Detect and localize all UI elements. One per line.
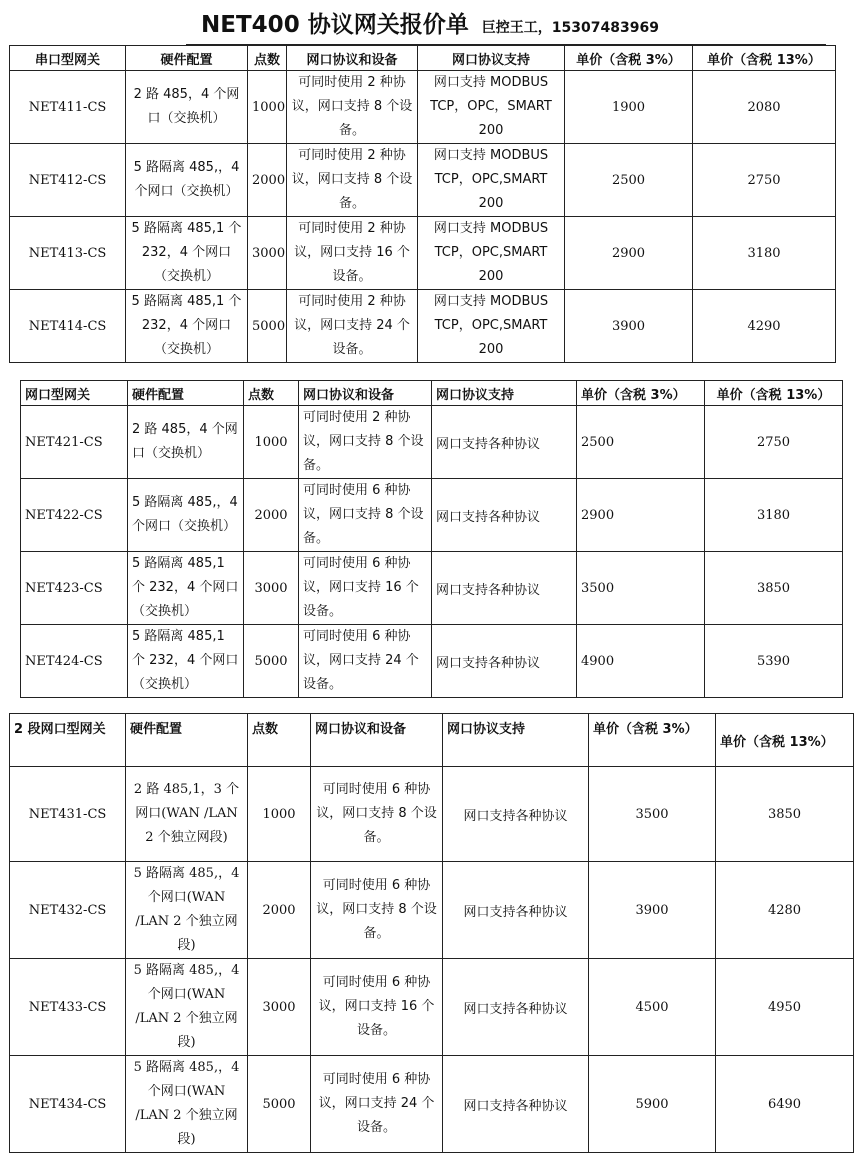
points-cell: 1000: [248, 767, 311, 862]
model-cell: NET434-CS: [10, 1056, 126, 1153]
protocol-devices-cell: 可同时使用 2 种协议，网口支持 8 个设备。: [287, 71, 418, 144]
column-header: 点数: [248, 46, 287, 71]
dual-segment-gateway-price-table: [9, 713, 854, 1153]
protocol-support-cell: 网口支持各种协议: [432, 625, 577, 698]
column-header: 单价（含税 13%）: [705, 381, 843, 406]
table-row: [10, 862, 854, 959]
model-cell: NET424-CS: [21, 625, 128, 698]
points-cell: 2000: [244, 479, 299, 552]
page-header: [0, 6, 860, 46]
column-header: 网口协议和设备: [287, 46, 418, 71]
protocol-support-cell: 网口支持各种协议: [432, 479, 577, 552]
protocol-support-cell: 网口支持 MODBUS TCP，OPC,SMART 200: [418, 290, 565, 363]
protocol-devices-cell: 可同时使用 6 种协议，网口支持 24 个设备。: [311, 1056, 443, 1153]
points-cell: 3000: [244, 552, 299, 625]
table-row: [10, 144, 836, 217]
model-cell: NET413-CS: [10, 217, 126, 290]
points-cell: 5000: [244, 625, 299, 698]
column-header: 串口型网关: [10, 46, 126, 71]
model-cell: NET432-CS: [10, 862, 126, 959]
protocol-support-cell: 网口支持各种协议: [443, 959, 589, 1056]
column-header: 点数: [248, 714, 311, 767]
ethernet-gateway-price-table: [20, 380, 843, 698]
column-header: 网口型网关: [21, 381, 128, 406]
protocol-devices-cell: 可同时使用 2 种协议，网口支持 16 个设备。: [287, 217, 418, 290]
column-header: 单价（含税 3%）: [565, 46, 693, 71]
price-3-cell: 3500: [577, 552, 705, 625]
protocol-support-cell: 网口支持 MODBUS TCP，OPC,SMART 200: [418, 217, 565, 290]
hardware-cell: 5 路隔离 485,，4 个网口(WAN /LAN 2 个独立网段): [126, 959, 248, 1056]
column-header: 网口协议支持: [432, 381, 577, 406]
serial-gateway-price-table: [9, 45, 836, 363]
column-header: 网口协议支持: [418, 46, 565, 71]
price-3-cell: 5900: [589, 1056, 716, 1153]
price-13-cell: 3180: [705, 479, 843, 552]
price-13-cell: 5390: [705, 625, 843, 698]
model-cell: NET421-CS: [21, 406, 128, 479]
table-row: [21, 479, 843, 552]
points-cell: 5000: [248, 1056, 311, 1153]
protocol-devices-cell: 可同时使用 6 种协议，网口支持 8 个设备。: [299, 479, 432, 552]
hardware-cell: 5 路隔离 485,，4 个网口（交换机）: [128, 479, 244, 552]
hardware-cell: 5 路隔离 485,，4 个网口(WAN /LAN 2 个独立网段): [126, 1056, 248, 1153]
points-cell: 1000: [248, 71, 287, 144]
points-cell: 3000: [248, 217, 287, 290]
protocol-support-cell: 网口支持 MODBUS TCP，OPC,SMART 200: [418, 144, 565, 217]
protocol-devices-cell: 可同时使用 6 种协议，网口支持 24 个设备。: [299, 625, 432, 698]
price-13-cell: 4280: [716, 862, 854, 959]
column-header: 2 段网口型网关: [10, 714, 126, 767]
column-header: 网口协议和设备: [299, 381, 432, 406]
column-header: 单价（含税 3%）: [577, 381, 705, 406]
price-3-cell: 3900: [565, 290, 693, 363]
table-row: [10, 767, 854, 862]
table-header-row: [10, 46, 836, 71]
column-header: 网口协议和设备: [311, 714, 443, 767]
column-header: 单价（含税 13%）: [716, 714, 854, 767]
hardware-cell: 2 路 485，4 个网口（交换机）: [128, 406, 244, 479]
points-cell: 2000: [248, 144, 287, 217]
price-3-cell: 2900: [577, 479, 705, 552]
protocol-devices-cell: 可同时使用 6 种协议，网口支持 16 个设备。: [311, 959, 443, 1056]
page-title: NET400 协议网关报价单: [201, 12, 469, 38]
protocol-support-cell: 网口支持各种协议: [443, 862, 589, 959]
table-row: [10, 71, 836, 144]
points-cell: 1000: [244, 406, 299, 479]
price-3-cell: 3500: [589, 767, 716, 862]
price-13-cell: 4950: [716, 959, 854, 1056]
price-3-cell: 3900: [589, 862, 716, 959]
table-row: [21, 625, 843, 698]
column-header: 单价（含税 13%）: [693, 46, 836, 71]
table-row: [21, 552, 843, 625]
protocol-support-cell: 网口支持各种协议: [432, 552, 577, 625]
hardware-cell: 5 路隔离 485,，4 个网口(WAN /LAN 2 个独立网段): [126, 862, 248, 959]
protocol-support-cell: 网口支持各种协议: [443, 1056, 589, 1153]
model-cell: NET414-CS: [10, 290, 126, 363]
column-header: 硬件配置: [126, 46, 248, 71]
hardware-cell: 5 路隔离 485,，4 个网口（交换机）: [126, 144, 248, 217]
price-13-cell: 3850: [716, 767, 854, 862]
protocol-support-cell: 网口支持各种协议: [443, 767, 589, 862]
protocol-devices-cell: 可同时使用 6 种协议，网口支持 8 个设备。: [311, 767, 443, 862]
model-cell: NET423-CS: [21, 552, 128, 625]
model-cell: NET411-CS: [10, 71, 126, 144]
table-header-row: [21, 381, 843, 406]
column-header: 单价（含税 3%）: [589, 714, 716, 767]
price-3-cell: 4900: [577, 625, 705, 698]
price-13-cell: 4290: [693, 290, 836, 363]
price-3-cell: 1900: [565, 71, 693, 144]
price-13-cell: 6490: [716, 1056, 854, 1153]
hardware-cell: 5 路隔离 485,1 个 232，4 个网口（交换机）: [126, 290, 248, 363]
contact-info: 巨控王工，15307483969: [481, 20, 659, 36]
protocol-support-cell: 网口支持 MODBUS TCP，OPC，SMART 200: [418, 71, 565, 144]
table-row: [10, 217, 836, 290]
column-header: 硬件配置: [128, 381, 244, 406]
table-row: [21, 406, 843, 479]
points-cell: 2000: [248, 862, 311, 959]
column-header: 网口协议支持: [443, 714, 589, 767]
table-row: [10, 290, 836, 363]
hardware-cell: 2 路 485，4 个网口（交换机）: [126, 71, 248, 144]
model-cell: NET431-CS: [10, 767, 126, 862]
price-13-cell: 2750: [705, 406, 843, 479]
price-13-cell: 3180: [693, 217, 836, 290]
price-13-cell: 3850: [705, 552, 843, 625]
hardware-cell: 5 路隔离 485,1 个 232，4 个网口（交换机）: [128, 552, 244, 625]
protocol-devices-cell: 可同时使用 2 种协议，网口支持 8 个设备。: [299, 406, 432, 479]
price-3-cell: 4500: [589, 959, 716, 1056]
model-cell: NET412-CS: [10, 144, 126, 217]
protocol-devices-cell: 可同时使用 6 种协议，网口支持 8 个设备。: [311, 862, 443, 959]
model-cell: NET433-CS: [10, 959, 126, 1056]
protocol-devices-cell: 可同时使用 6 种协议，网口支持 16 个设备。: [299, 552, 432, 625]
protocol-support-cell: 网口支持各种协议: [432, 406, 577, 479]
hardware-cell: 5 路隔离 485,1 个 232，4 个网口（交换机）: [126, 217, 248, 290]
model-cell: NET422-CS: [21, 479, 128, 552]
protocol-devices-cell: 可同时使用 2 种协议，网口支持 24 个设备。: [287, 290, 418, 363]
hardware-cell: 5 路隔离 485,1 个 232，4 个网口（交换机）: [128, 625, 244, 698]
protocol-devices-cell: 可同时使用 2 种协议，网口支持 8 个设备。: [287, 144, 418, 217]
price-3-cell: 2500: [577, 406, 705, 479]
price-13-cell: 2080: [693, 71, 836, 144]
table-row: [10, 1056, 854, 1153]
points-cell: 5000: [248, 290, 287, 363]
hardware-cell: 2 路 485,1，3 个网口(WAN /LAN 2 个独立网段): [126, 767, 248, 862]
price-13-cell: 2750: [693, 144, 836, 217]
points-cell: 3000: [248, 959, 311, 1056]
column-header: 硬件配置: [126, 714, 248, 767]
price-3-cell: 2500: [565, 144, 693, 217]
price-3-cell: 2900: [565, 217, 693, 290]
table-header-row: [10, 714, 854, 767]
column-header: 点数: [244, 381, 299, 406]
table-row: [10, 959, 854, 1056]
